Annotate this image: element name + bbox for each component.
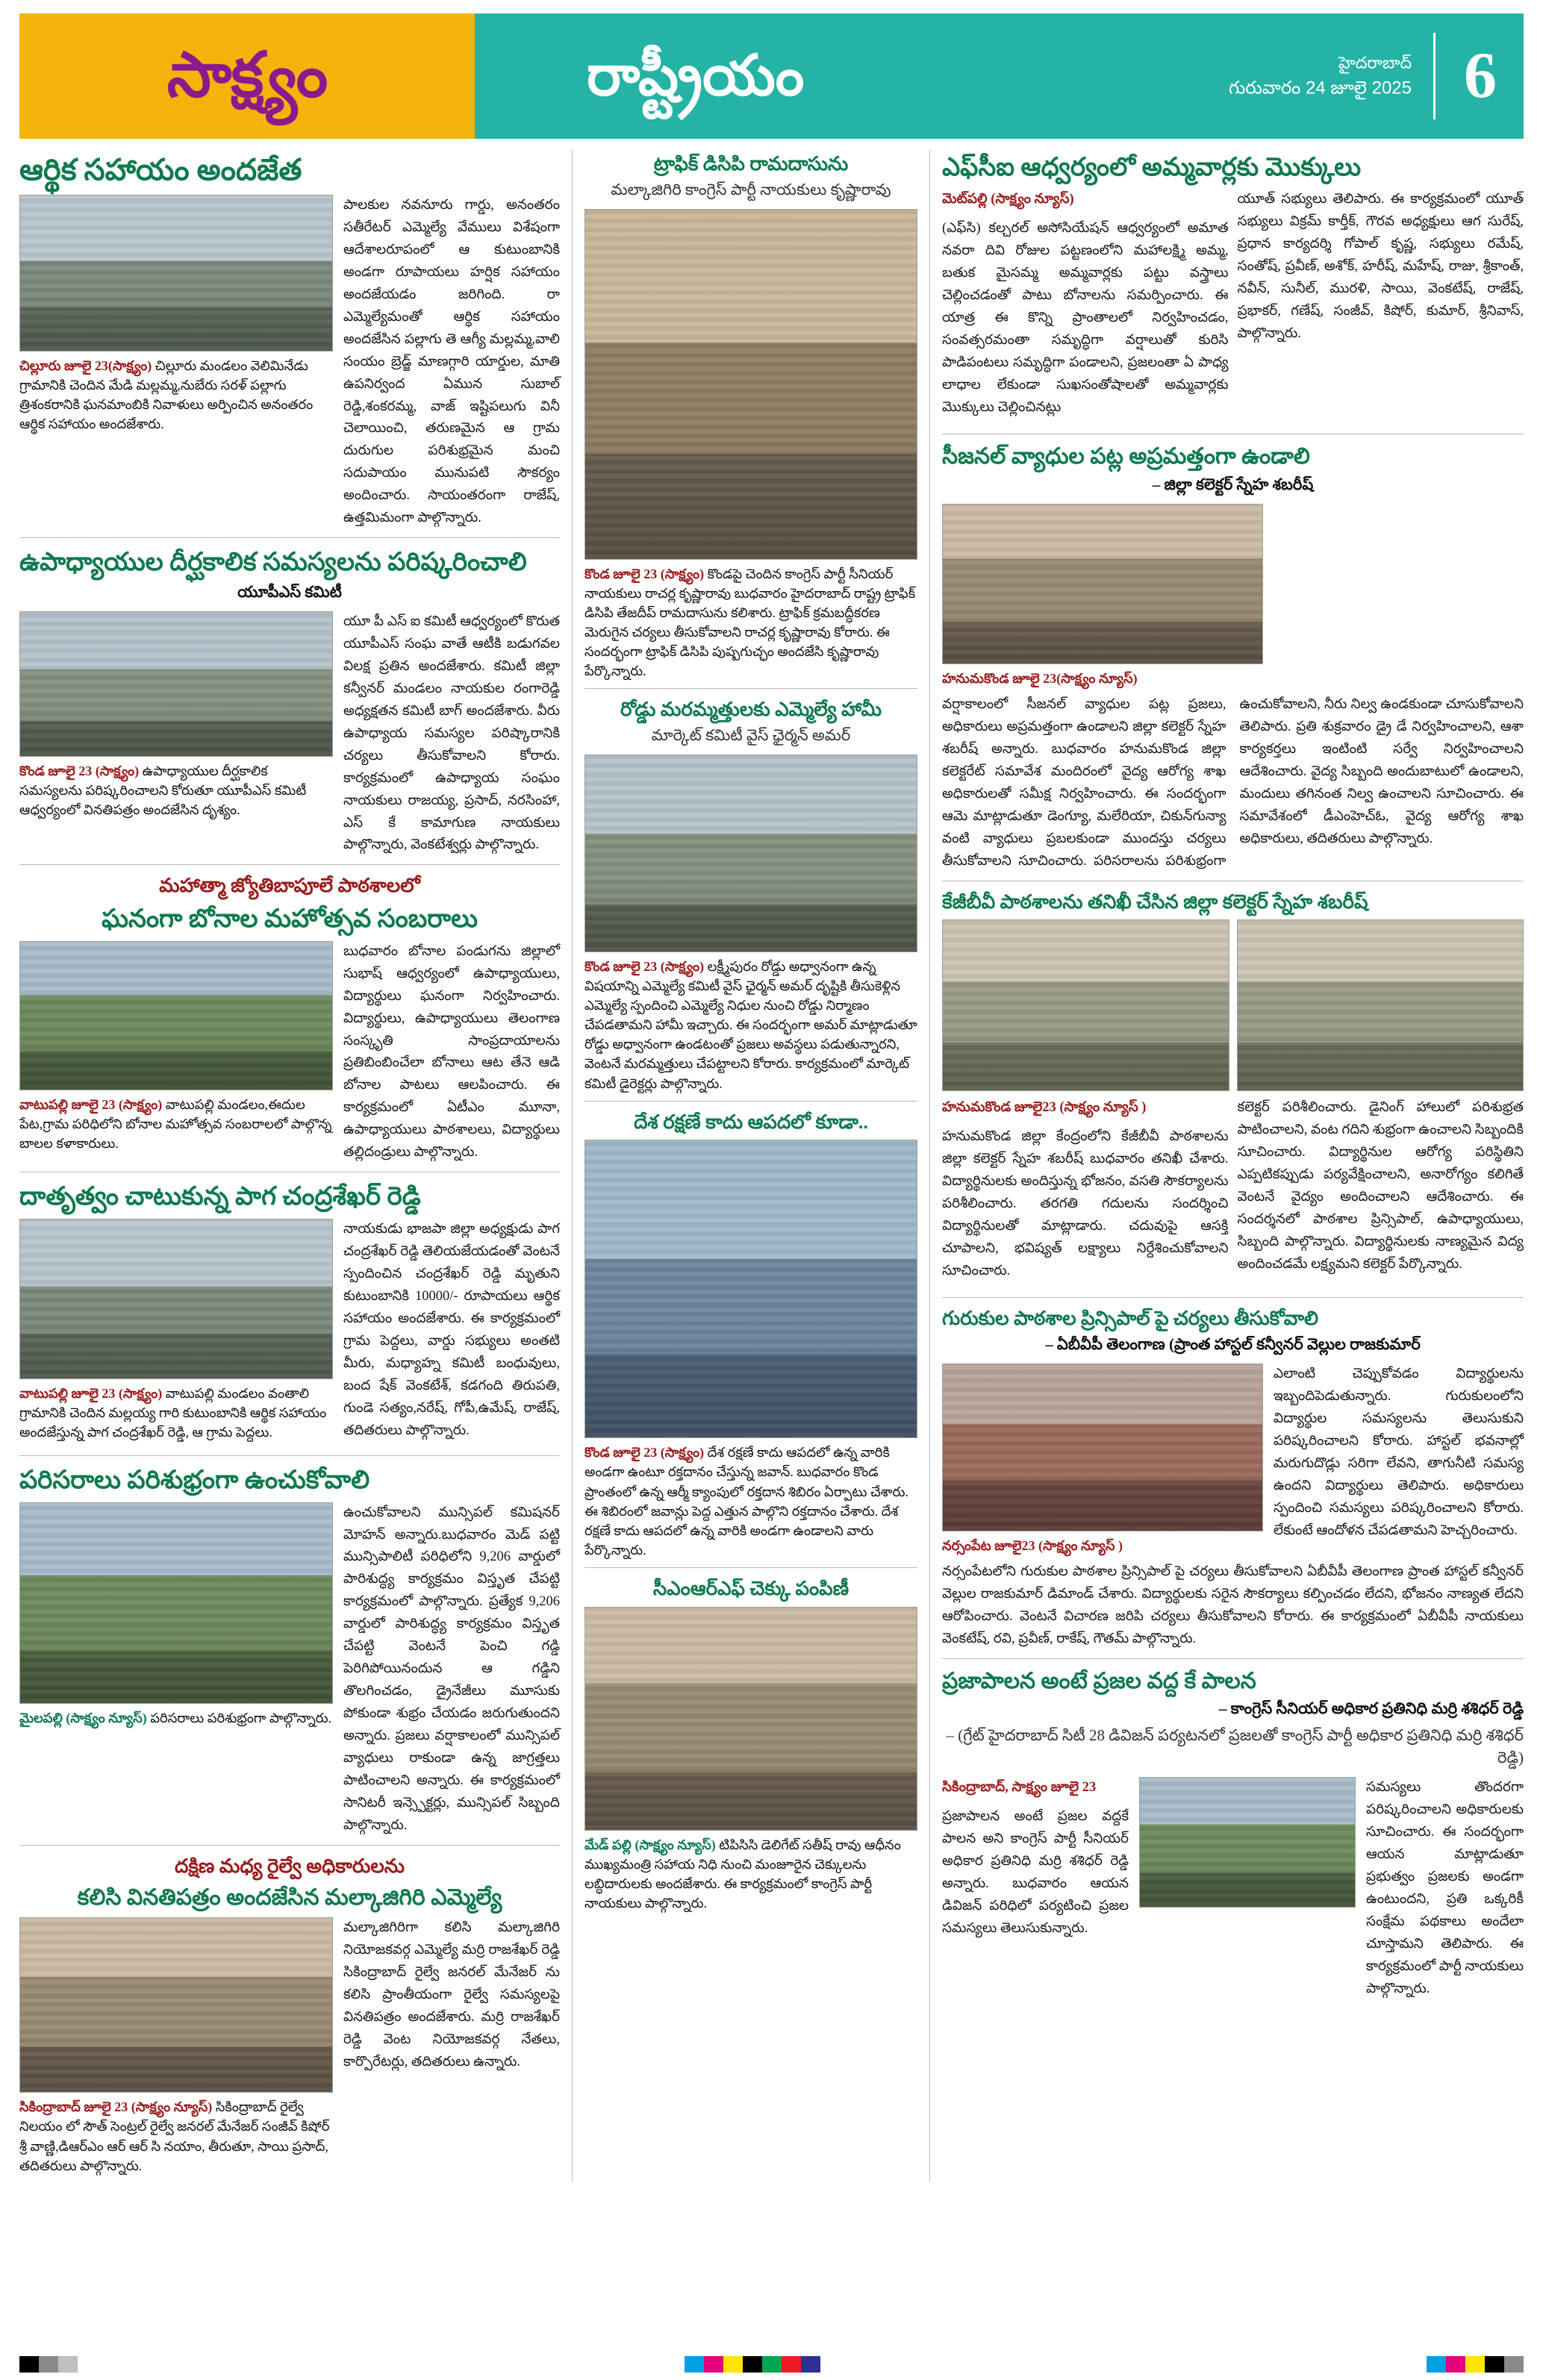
article-headline: గురుకుల పాఠశాల ప్రిన్సిపాల్ పై చర్యలు తీసుకోవాలి [942, 1308, 1319, 1330]
article-body-2: యూత్ సభ్యులు తెలిపారు. ఈ కార్యక్రమంలో యూత్ సభ్యులు విక్రమ్ కార్తీక్, గౌరవ అధ్యక్షులు ఆగ సురేష్, ప్రధాన కార్యదర్శి గోపాల్ కృష్ణ, సభ్యులు రమేష్, సంతోష్, ప్రవీణ్, అశోక్, హరీష్, మహేష్, రాజు, శ్రీకాంత్, నవీన్, సునీల్, మురళి, సాయి, వెంకటేష్, రాజేష్, ప్రభాకర్, గణేష్, సంజీవ్, కిషోర్, కుమార్, శ్రీనివాస్, పాల్గొన్నారు. [1237, 192, 1524, 342]
caption-dateline: సికింద్రాబాద్ జూలై 23 (సాక్ష్యం న్యూస్) [19, 2099, 213, 2115]
article-headline: సీజనల్ వ్యాధుల పట్ల అప్రమత్తంగా ఉండాలి [942, 444, 1310, 469]
photo-caption: కొండ జూలై 23 (సాక్ష్యం) దేశ రక్షణే కాదు ఆపదలో ఉన్న వారికి అండగా ఉంటూ రక్తదానం చేస్తున్న జవాన్. బుధవారం కొండ ప్రాంతంలో ఉన్న ఆర్మీ క్యాంపులో రక్తదాన శిబిరం ఏర్పాటు చేశారు. ఈ శిబిరంలో జవాన్లు పెద్ద ఎత్తున పాల్గొని రక్తదానం చేశారు. దేశ రక్షణే కాదు ఆపదలో ఉన్న వారికి అండగా ఉండాలని వారు పేర్కొన్నారు. [585, 1445, 908, 1558]
article-subhead-1: – కాంగ్రెస్ సీనియర్ అధికార ప్రతినిధి మర్రి శశిధర్ రెడ్డి [1218, 1699, 1524, 1718]
photo-caption: వాటుపల్లి జూలై 23 (సాక్ష్యం) వాటుపల్లి మండలం వంతాలి గ్రామానికి చెందిన మల్లయ్య గారి కుటుంబానికి ఆర్థిక సహాయం అందజేస్తున్న పాగ చంద్రశేఖర్ రెడ్డి, ఆ గ్రామ పెద్దలు. [19, 1385, 327, 1440]
masthead-meta [1229, 51, 1412, 102]
page-number: 6 [1464, 40, 1497, 112]
article-cmrf-cheque [585, 1577, 917, 1913]
edition-city: హైదరాబాద్ [1338, 53, 1412, 72]
article-photo [585, 209, 917, 560]
article-body: సికింద్రాబాద్, సాక్ష్యం జూలై 23 ప్రజాపాలన అంటే ప్రజల వద్దకే పాలన అని కాంగ్రెస్ పార్టీ సీనియర్ అధికార ప్రతినిధి మర్రి శశిధర్ రెడ్డి అన్నారు. బుధవారం ఆయన డివిజన్ పరిధిలో పర్యటించి ప్రజల సమస్యలు తెలుసుకున్నారు. [942, 1780, 1129, 1937]
print-registration-bar [19, 2356, 1524, 2373]
photo-caption: సికింద్రాబాద్ జూలై 23 (సాక్ష్యం న్యూస్) సికింద్రాబాద్ రైల్వే నిలయం లో సౌత్ సెంట్రల్ రైల్వే జనరల్ మేనేజర్ సంజీవ్ కిషోర్ శ్రీ వాణ్ణి,డిఆర్ఎం ఆర్ ఆర్ సి నయాం, తీరుతూ, సాయి ప్రసాద్, తదితరులు పాల్గొన్నారు. [19, 2099, 330, 2173]
caption-dateline: మేడ్ పల్లి (సాక్ష్యం న్యూస్) [585, 1837, 716, 1852]
article-railway-petition [19, 1855, 560, 2181]
article-kgbv-inspection [942, 890, 1524, 1290]
article-gurukula-principal [942, 1307, 1524, 1651]
article-blood-donation [585, 1111, 917, 1560]
caption-dateline: హనుమకొండ జూలై23 (సాక్ష్యం న్యూస్ ) [942, 1100, 1147, 1116]
article-body: నాయకుడు భాజపా జిల్లా అధ్యక్షుడు పాగ చంద్రశేఖర్ రెడ్డి తెలియజేయడంతో వెంటనే స్పందించిన చంద్రశేఖర్ రెడ్డి మృతుని కుటుంబానికి 10000/- రూపాయలు ఆర్థిక సహాయం అందజేశారు. ఈ కార్యక్రమంలో గ్రామ పెద్దలు, వార్డు సభ్యులు అంతటి మీరు, మధ్యాహ్న కమిటీ బంధువులు, బంద షేక్ వెంకటేశ్, కడగంది తిరుపతి, గుండె సత్యం,నరేష్, గోపీ,ఉమేష్, రాజేష్, తదితరులు పాల్గొన్నారు. [343, 1221, 560, 1438]
color-swatch [1485, 2356, 1504, 2373]
article-keep-surroundings-clean [19, 1465, 560, 1837]
article-headline: పరిసరాలు పరిశుభ్రంగా ఉంచుకోవాలి [19, 1467, 370, 1495]
article-headline: రోడ్డు మరమ్మత్తులకు ఎమ్మెల్యే హామీ [620, 699, 882, 721]
edition-date: గురువారం 24 జూలై 2025 [1228, 78, 1412, 99]
photo-caption: కొండ జూలై 23 (సాక్ష్యం) కొండపై చెందిన కాంగ్రెస్ పార్టీ సీనియర్ నాయకులు రాచర్ల కృష్ణారావు బుధవారం హైదరాబాద్ రాష్ట్ర ట్రాఫిక్ డిసిపి తేజదీప్ రామదాసును కలిశారు. ట్రాఫిక్ క్రమబద్ధీకరణ మెరుగైన చర్యలు తీసుకోవాలని రాచర్ల కృష్ణారావు కోరారు. ఈ సందర్భంగా ట్రాఫిక్ డిసిపి పుష్పగుచ్ఛం అందజేసి కృష్ణారావు పేర్కొన్నారు. [585, 566, 916, 679]
article-fci-offerings [942, 152, 1524, 426]
article-photo [19, 941, 333, 1090]
article-body: ఉంచుకోవాలని మున్సిపల్ కమిషనర్ మోహన్ అన్నారు.బుధవారం మెడ్ పట్టి మున్సిపాలిటీ పరిధిలోని 9,206 వార్డులో పారిశుద్ధ్య కార్యక్రమం విస్తృత చేపట్టి కార్యక్రమంలో పాల్గొన్నారు. ప్రత్యేక 9,206 వార్డులో పారిశుద్ధ్య కార్యక్రమం విస్తృత చేపట్టి వెంటనే పెంచి గడ్డి పెరిగిపోయినందున ఆ గడ్డిని తొలగించడం, డ్రైనేజీలు మూసుకు పోకుండా శుభ్రం చేయడం జరుగుతుందని అన్నారు. ప్రజలు వర్షాకాలంలో మున్సిపల్ వ్యాధులు రాకుండా ఉన్న జాగ్రత్తలు పాటించాలని అన్నారు. ఈ కార్యక్రమంలో సానిటరీ ఇన్స్పెక్టర్లు, మున్సిపల్ సిబ్బంది పాల్గొన్నారు. [343, 1505, 560, 1834]
color-swatch [723, 2356, 743, 2373]
article-headline: కేజీబీవీ పాఠశాలను తనిఖీ చేసిన జిల్లా కలెక్టర్ స్నేహ శబరీష్ [942, 890, 1368, 913]
article-road-repairs [585, 698, 917, 1093]
article-traffic-dcp [585, 152, 917, 681]
color-swatch [801, 2356, 820, 2373]
photo-caption [942, 669, 1263, 688]
photo-caption [942, 1536, 1263, 1555]
column-right [930, 149, 1524, 2181]
article-seasonal-diseases [942, 443, 1524, 872]
caption-dateline: మైలపల్లి (సాక్ష్యం న్యూస్) [19, 1710, 147, 1725]
caption-dateline: వాటుపల్లి జూలై 23 (సాక్ష్యం) [19, 1385, 163, 1401]
caption-dateline: చిల్లూరు జూలై 23(సాక్ష్యం) [19, 357, 152, 373]
article-headline: ఉపాధ్యాయుల దీర్ఘకాలిక సమస్యలను పరిష్కరించాలి [19, 549, 527, 577]
caption-dateline: కొండ జూలై 23 (సాక్ష్యం) [585, 959, 705, 974]
section-title: రాష్ట్రీయం [587, 45, 805, 107]
article-body: యూ పీ ఎస్ ఐ కమిటీ ఆధ్వర్యంలో కొరుత యూపీఎస్ సంఘ వాతే ఆటీకి బడుగవల విలక్ష ప్రతిన అందజేశారు. కమిటీ జిల్లా కన్వీనర్ మండలం నాయకుల రంగారెడ్డి అధ్యక్షతన కమిటీ బాగ్ అందజేశారు. వీరు ఉపాధ్యాయ సమస్యల పరిష్కారానికి చర్యలు తీసుకోవాలని కోరారు. కార్యక్రమంలో ఉపాధ్యాయ సంఘం నాయకులు రాజయ్య, ప్రసాద్, నరసింహా, ఎస్ కే కామాగుణ నాయకులు పాల్గొన్నారు, వెంకటేశ్వర్లు పాల్గొన్నారు. [343, 613, 560, 853]
article-headline: ట్రాఫిక్ డిసిపి రామదాసును [653, 153, 849, 175]
article-body: మెట్‌పల్లి (సాక్ష్యం న్యూస్) (ఎఫ్‌సి) కల్చరల్ అసోసియేషన్ ఆధ్వర్యంలో అమాత నవరా దివి రోజుల పట్టణంలోని మహాలక్ష్మి అమ్మ, బతుక మైసమ్మ అమ్మవార్లకు పట్టు వస్త్రాలు చెల్లించడంతో పాటు బోనాలను సమర్పించారు. ఈ యాత్ర ఈ కొన్ని ప్రాంతాలలో నిర్వహించడం, సంవత్సరమంతా సమృద్ధిగా వర్షాలుతో కురిసి పాడిపంటలు సమృద్ధిగా పండాలని, ప్రజలంతా ఏ పాధ్య లాధాల లేకుండా సుఖసంతోషాలతో అమ్మవార్లకు మొక్కులు చెల్లించినట్లు [942, 192, 1229, 416]
article-donation-chandrashekhar [19, 1181, 560, 1448]
article-subhead: మల్కాజిగిరి కాంగ్రెస్ పార్టీ నాయకులు కృష్ణారావు [611, 180, 891, 199]
article-subhead: – ఏబీవీపీ తెలంగాణ (ప్రాంత హాస్టల్ కన్వీనర్ వెల్లుల రాజకుమార్ [1045, 1334, 1421, 1353]
color-swatch [1465, 2356, 1485, 2373]
caption-dateline: నర్సంపేట జూలై23 (సాక్ష్యం న్యూస్ ) [942, 1537, 1123, 1553]
article-body: మల్కాజిగిరిగా కలిసి మల్కాజిగిరి నియోజకవర్గ ఎమ్మెల్యే మర్రి రాజశేఖర్ రెడ్డి సికింద్రాబాద్ రైల్వే జనరల్ మేనేజర్ ను కలిసి ప్రాంతీయంగా రైల్వే సమస్యలపై వినతిపత్రం అందజేశారు. మర్రి రాజశేఖర్ రెడ్డి వెంట నియోజకవర్గ నేతలు, కార్పొరేటర్లు, తదితరులు ఉన్నారు. [343, 1920, 560, 2070]
article-photo-2 [1237, 919, 1524, 1091]
article-photo [942, 919, 1229, 1091]
article-headline: సీఎంఆర్ఎఫ్ చెక్కు పంపిణీ [652, 1577, 850, 1599]
column-left [19, 149, 572, 2181]
article-body: హనుమకొండ జూలై23 (సాక్ష్యం న్యూస్ ) హనుమకొండ జిల్లా కేంద్రంలోని కేజీబీవీ పాఠశాలను జిల్లా కలెక్టర్ స్నేహ శబరీష్ బుధవారం తనిఖీ చేశారు. విద్యార్థినులకు అందిస్తున్న భోజనం, వసతి సౌకర్యాలను పరిశీలించారు. తరగతి గదులను సందర్శించి విద్యార్థినులతో మాట్లాడారు. చదువుపై ఆసక్తి చూపాలని, భవిష్యత్ లక్ష్యాలు నిర్దేశించుకోవాలని సూచించారు. [942, 1100, 1229, 1279]
article-photo [19, 195, 333, 352]
article-photo [19, 1502, 333, 1704]
article-photo [585, 1140, 917, 1438]
caption-dateline: సికింద్రాబాద్, సాక్ష్యం జూలై 23 [942, 1780, 1097, 1796]
color-swatch [1427, 2356, 1446, 2373]
article-headline: దేశ రక్షణే కాదు ఆపదలో కూడా.. [634, 1111, 868, 1133]
caption-dateline: మెట్‌పల్లి (సాక్ష్యం న్యూస్) [942, 192, 1074, 207]
color-swatch [19, 2356, 39, 2373]
article-subhead: యూపీఎస్ కమిటీ [237, 582, 342, 601]
article-kicker: దక్షిణ మధ్య రైల్వే అధికారులను [174, 1855, 405, 1878]
color-swatch [58, 2356, 78, 2373]
article-subhead-2: – (గ్రేట్ హైదరాబాద్ సిటీ 28 డివిజన్ పర్యటనలో ప్రజలతో కాంగ్రెస్ పార్టీ అధికార ప్రతినిధి మర్రి శశిధర్ రెడ్డి) [946, 1726, 1524, 1767]
article-headline-fci: ఎఫ్‌సీఐ ఆధ్వర్యంలో అమ్మవార్లకు మొక్కులు [942, 154, 1362, 181]
color-swatch [782, 2356, 801, 2373]
caption-dateline: వాటుపల్లి జూలై 23 (సాక్ష్యం) [19, 1096, 163, 1112]
article-photo [1139, 1777, 1356, 1908]
photo-caption: మైలపల్లి (సాక్ష్యం న్యూస్) పరిసరాలు పరిశుభ్రంగా పాల్గొన్నారు. [19, 1710, 332, 1725]
article-body-2: సమస్యలు తొందరగా పరిష్కరించాలని అధికారులకు సూచించారు. ఈ సందర్భంగా ఆయన మాట్లాడుతూ ప్రభుత్వం ప్రజలకు అండగా ఉంటుందని, ప్రతి ఒక్కరికీ సంక్షేమ పథకాలు అందేలా చూస్తామని తెలిపారు. ఈ కార్యక్రమంలో పార్టీ నాయకులు పాల్గొన్నారు. [1366, 1780, 1524, 1997]
article-photo [942, 1364, 1263, 1531]
colorbar-right [1427, 2356, 1524, 2373]
photo-caption: కొండ జూలై 23 (సాక్ష్యం) లక్ష్మీపురం రోడ్డు అధ్వానంగా ఉన్న విషయాన్ని ఎమ్మెల్యే కమిటీ వైస్ ఛైర్మన్ అమర్ దృష్టికి తీసుకెళ్లిన ఎమ్మెల్యే స్పందించి ఎమ్మెల్యే నిధుల నుంచి రోడ్డు నిర్మాణం చేపడతామని హామీ ఇచ్చారు. ఈ సందర్భంగా అమర్ మాట్లాడుతూ రోడ్డు అధ్వానంగా ఉండటంతో ప్రజలు అవస్థలు పడుతున్నారని, వెంటనే మరమ్మత్తులు చేపట్టాలని కోరారు. కార్యక్రమంలో మార్కెట్ కమిటీ డైరెక్టర్లు పాల్గొన్నారు. [585, 959, 917, 1091]
colorbar-middle [685, 2356, 820, 2373]
article-headline: ఆర్థిక సహాయం అందజేత [19, 153, 302, 187]
masthead-section-block [475, 13, 1524, 139]
photo-caption: కొండ జూలై 23 (సాక్ష్యం) ఉపాధ్యాయుల దీర్ఘకాలిక సమస్యలను పరిష్కరించాలని కోరుతూ యూపీఎస్ కమిటీ ఆధ్వర్యంలో వినతిపత్రం అందజేసిన దృశ్యం. [19, 763, 307, 817]
photo-caption: వాటుపల్లి జూలై 23 (సాక్ష్యం) వాటుపల్లి మండలం,ఈదుల పేట,గ్రామ పరిధిలోని బోనాల మహోత్సవ సంబరాలలో పాల్గొన్న బాలల కళాకారులు. [19, 1096, 332, 1151]
masthead-logo-block [19, 13, 475, 139]
color-swatch [743, 2356, 762, 2373]
article-headline: ఘనంగా బోనాల మహోత్సవ సంబరాలు [101, 905, 478, 934]
article-photo [585, 1607, 917, 1831]
article-photo [19, 1917, 333, 2093]
color-swatch [1446, 2356, 1465, 2373]
article-photo [19, 1219, 333, 1379]
colorbar-left [19, 2356, 78, 2373]
article-headline: కలిసి వినతిపత్రం అందజేసిన మల్కాజిగిరి ఎమ్మెల్యే [77, 1884, 502, 1910]
photo-caption: చిల్లూరు జూలై 23(సాక్ష్యం) చిల్లూరు మండలం వెలిమినేడు గ్రామానికి చెందిన మేడి మల్లమ్మ,నుబేరు సరళ్ పల్లాగు త్రిశంకరానికి ఘనమాంబికి నివాళులు అర్పించిన అనంతరం ఆర్థిక సహాయం అందజేశారు. [19, 357, 314, 432]
caption-dateline: కొండ జూలై 23 (సాక్ష్యం) [585, 1445, 705, 1461]
article-headline: దాతృత్వం చాటుకున్న పాగ చంద్రశేఖర్ రెడ్డి [19, 1183, 421, 1211]
article-body-2: కలెక్టర్ పరిశీలించారు. డైనింగ్ హాలులో పరిశుభ్రత పాటించాలని, వంట గదిని శుభ్రంగా ఉంచాలని సిబ్బందికి సూచించారు. విద్యార్థినుల ఆరోగ్య పరిస్థితిని ఎప్పటికప్పుడు పర్యవేక్షించాలని, అనారోగ్యం కలిగితే వెంటనే వైద్యం అందించాలని ఆదేశించారు. ఈ సందర్శనలో పాఠశాల ప్రిన్సిపాల్, ఉపాధ్యాయులు, సిబ్బంది పాల్గొన్నారు. విద్యార్థినులకు నాణ్యమైన విద్య అందించడమే లక్ష్యమని కలెక్టర్ పేర్కొన్నారు. [1237, 1100, 1524, 1272]
page-columns [19, 149, 1524, 2181]
article-bonalu-celebrations [19, 874, 560, 1164]
color-swatch [762, 2356, 782, 2373]
article-headline: ప్రజాపాలన అంటే ప్రజల వద్ద కే పాలన [942, 1668, 1256, 1693]
color-swatch [1504, 2356, 1524, 2373]
color-swatch [685, 2356, 704, 2373]
article-subhead: మార్కెట్ కమిటీ వైస్ ఛైర్మన్ అమర్ [651, 726, 851, 744]
article-prajapalana [942, 1668, 1524, 2001]
caption-dateline: హనుమకొండ జూలై 23(సాక్ష్యం న్యూస్) [942, 670, 1138, 686]
article-subhead: – జిల్లా కలెక్టర్ స్నేహ శబరీష్ [1152, 475, 1314, 493]
article-financial-aid [19, 152, 560, 530]
article-photo [942, 504, 1263, 664]
color-swatch [704, 2356, 723, 2373]
article-photo [585, 755, 917, 952]
masthead [19, 13, 1524, 139]
publication-logo: సాక్ష్యం [166, 41, 328, 110]
article-teachers-issues [19, 547, 560, 857]
article-body: పాలకుల నవనూరు గార్డు, అనంతరం సతీరేటర్ ఎమ్మెల్యే వేములు విశేషంగా ఆదేశాలరూపంలో ఆ కుటుంబానికి అండగా రూపాయలు హర్షిక సహాయం అందజేయడం జరిగింది. రా ఎమ్మెల్యేమంతో ఆర్థిక సహాయం అందజేసిన పల్లాగు తె ఆగ్యీ మల్లమ్మ,వాలి సంయం బ్రెడ్జ్ మాణగ్గారి యార్డుల, మాతి ఉపనిర్వంద ఏమున సుబాల్ రెడ్డి,శంకరమ్మ, వాజ్ ఇష్టిపలుగు వినీ చెలాయించి, తరుణమైన ఆ గ్రామ దురుగుల పరిశుభ్రమైన మంచి సదుపాయం మునుపటి సౌకర్యం అందించారు. సాయంతరంగా రాజేష్, ఉత్తమిమంగా పాల్గొన్నారు. [343, 197, 560, 526]
article-photo [19, 611, 333, 757]
article-body-2: ఎలాంటి చెప్పుకోవడం విద్యార్థులను ఇబ్బందిపెడుతున్నారు. గురుకులంలోని విద్యార్థుల సమస్యలను తెలుసుకుని పరిష్కరించాలని కోరారు. హాస్టల్ భవనాల్లో మరుగుదొడ్లు సరిగా లేవని, తాగునీటి సమస్య ఉందని విద్యార్థులు తెలిపారు. అధికారులు స్పందించి సమస్యలు పరిష్కరించాలని కోరారు. లేకుంటే ఆందోళన చేపడతామని హెచ్చరించారు. [1274, 1366, 1524, 1538]
column-middle [572, 149, 930, 2181]
masthead-divider [1433, 33, 1436, 119]
article-body: బుధవారం బోనాల పండుగను జిల్లాలో సుభాష్ ఆధ్వర్యంలో ఉపాధ్యాయులు, విద్యార్థులు ఘనంగా నిర్వహించారు. విద్యార్థులు, ఉపాధ్యాయులు తెలంగాణ సంస్కృతి సాంప్రదాయాలను ప్రతిబింబించేలా బోనాలు ఆట తేనె ఆడి బోనాల పాటలు ఆలపించారు. ఈ కార్యక్రమంలో ఏటీఎం మూనా, ఉపాధ్యాయులు పాఠశాలలు, విద్యార్థులు తల్లిదండ్రులు పాల్గొన్నారు. [343, 943, 560, 1161]
article-kicker: మహాత్మా జ్యోతిబాపూలే పాఠశాలలో [159, 875, 420, 897]
photo-caption: మేడ్ పల్లి (సాక్ష్యం న్యూస్) టిపిసిసి డెలిగేట్ సతీష్ రావు ఆధీనం ముఖ్యమంత్రి సహాయ నిధి నుంచి మంజూరైన చెక్కులను లబ్ధిదారులకు అందజేశారు. ఈ కార్యక్రమంలో కాంగ్రెస్ పార్టీ నాయకులు పాల్గొన్నారు. [585, 1837, 901, 1911]
caption-dateline: కొండ జూలై 23 (సాక్ష్యం) [19, 763, 140, 778]
article-body: నర్సంపేటలోని గురుకుల పాఠశాల ప్రిన్సిపాల్ పై చర్యలు తీసుకోవాలని ఏబీవీపీ తెలంగాణ ప్రాంత హాస్టల్ కన్వీనర్ వెల్లుల రాజకుమార్ డిమాండ్ చేశారు. విద్యార్థులకు సరైన సౌకర్యాలు కల్పించడం లేదని, భోజనం నాణ్యత లేదని ఆరోపించారు. వెంటనే విచారణ జరిపి చర్యలు తీసుకోవాలని కోరారు. ఈ కార్యక్రమంలో ఏబీవీపీ నాయకులు వెంకటేష్, రవి, ప్రవీణ్, రాకేష్, గౌతమ్ పాల్గొన్నారు. [942, 1564, 1524, 1646]
color-swatch [39, 2356, 58, 2373]
article-body: వర్షాకాలంలో సీజనల్ వ్యాధుల పట్ల ప్రజలు, అధికారులు అప్రమత్తంగా ఉండాలని జిల్లా కలెక్టర్ స్నేహ శబరీష్ అన్నారు. బుధవారం హనుమకొండ జిల్లా కలెక్టరేట్ సమావేశ మందిరంలో వైద్య ఆరోగ్య శాఖ అధికారులతో సమీక్ష నిర్వహించారు. ఈ సందర్భంగా ఆమె మాట్లాడుతూ డెంగ్యూ, మలేరియా, చికున్‌గున్యా వంటి వ్యాధులు ప్రబలకుండా ముందస్తు చర్యలు తీసుకోవాలని సూచించారు. పరిసరాలను పరిశుభ్రంగా ఉంచుకోవాలని, నీరు నిల్వ ఉండకుండా చూసుకోవాలని తెలిపారు. ప్రతి శుక్రవారం డ్రై డే నిర్వహించాలని, ఆశా కార్యకర్తలు ఇంటింటి సర్వే నిర్వహించాలని ఆదేశించారు. వైద్య సిబ్బంది అందుబాటులో ఉండాలని, మందులు తగినంత నిల్వ ఉంచాలని సూచించారు. ఈ సమావేశంలో డీఎంహెచ్‌ఓ, వైద్య ఆరోగ్య శాఖ అధికారులు, తదితరులు పాల్గొన్నారు. [942, 696, 1524, 869]
caption-dateline: కొండ జూలై 23 (సాక్ష్యం) [585, 566, 705, 581]
